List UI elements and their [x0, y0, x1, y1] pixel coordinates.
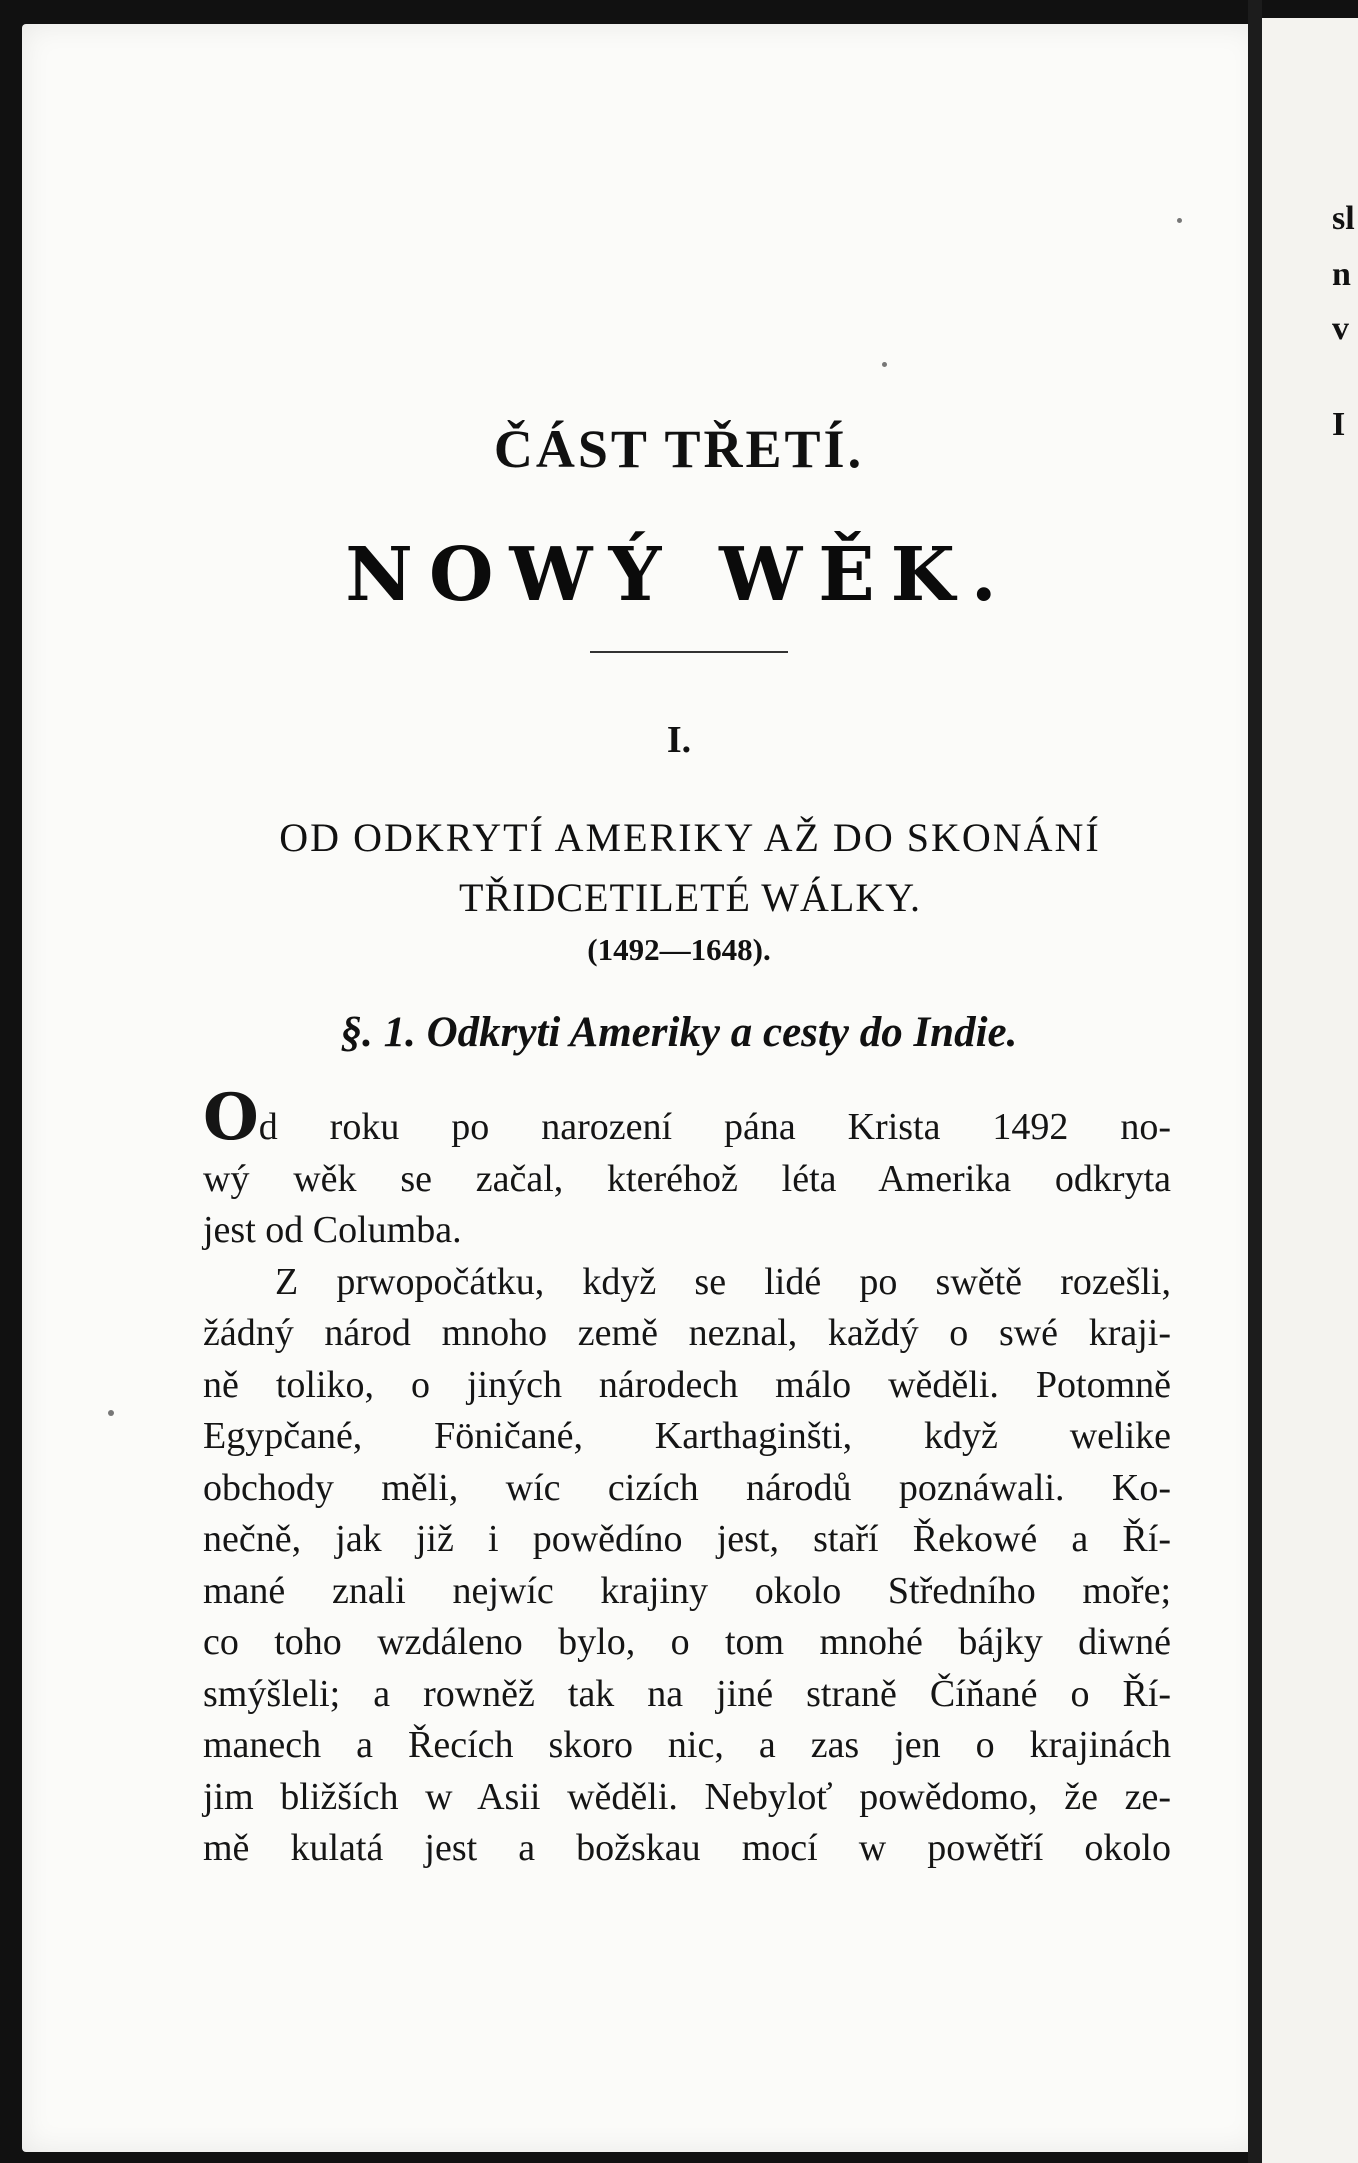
text-line: mané znali nejwíc krajiny okolo Středního moře; — [203, 1569, 1171, 1612]
text-line: mě kulatá jest a božskau mocí w powětří okolo — [203, 1827, 1171, 1869]
section-number: I. — [666, 719, 692, 761]
text-line — [203, 1080, 1171, 1155]
text-line: Egypčané, Föničané, Karthaginšti, když welike — [203, 1415, 1171, 1457]
year-range: (1492—1648). — [587, 932, 771, 967]
chapter-title-line: TŘIDCETILETÉ WÁLKY. — [459, 875, 921, 920]
paper-speck — [882, 362, 887, 367]
era-title: NOWÝ WĚK. — [345, 532, 1013, 618]
paper-speck — [1177, 218, 1182, 223]
text-line: žádný národ mnoho země neznal, každý o swé kraji- — [203, 1312, 1171, 1354]
adjacent-page-fragment: n — [1332, 256, 1351, 293]
text-line-content: d roku po narození pána Krista 1492 no- — [258, 1106, 1171, 1148]
adjacent-page-fragment: v — [1332, 310, 1349, 347]
title-divider — [590, 651, 788, 653]
text-line: manech a Řecích skoro nic, a zas jen o krajinách — [203, 1724, 1171, 1766]
part-title: ČÁST TŘETÍ. — [493, 419, 865, 479]
adjacent-page-fragment: sl — [1332, 200, 1355, 237]
body-text — [203, 1080, 1171, 1875]
paper-speck — [108, 1410, 114, 1416]
text-line: co toho wzdáleno bylo, o tom mnohé bájky diwné — [203, 1621, 1171, 1663]
drop-cap: O — [203, 1080, 259, 1155]
text-line: jest od Columba. — [203, 1209, 462, 1251]
text-line: Z prwopočátku, když se lidé po swětě rozešli, — [275, 1260, 1171, 1303]
chapter-title-line: OD ODKRYTÍ AMERIKY AŽ DO SKONÁNÍ — [279, 815, 1101, 860]
chapter-title — [200, 808, 1180, 928]
text-line: smýšleli; a rowněž tak na jiné straně Číňané o Ří- — [203, 1672, 1171, 1715]
text-line: nečně, jak již i powědíno jest, staří Řekowé a Ří- — [203, 1518, 1171, 1560]
text-line: obchody měli, wíc cizích národů poznáwali. Ko- — [203, 1466, 1171, 1509]
text-line: wý wěk se začal, kteréhož léta Amerika odkryta — [203, 1157, 1171, 1200]
text-line: jim bližších w Asii wěděli. Nebyloť powědomo, že ze- — [203, 1775, 1171, 1818]
adjacent-page-fragment: I — [1332, 406, 1346, 443]
book-spine-gutter — [1248, 0, 1262, 2163]
text-line: ně toliko, o jiných národech málo wěděli. Potomně — [203, 1363, 1171, 1406]
paragraph-heading: §. 1. Odkryti Ameriky a cesty do Indie. — [340, 1009, 1018, 1056]
